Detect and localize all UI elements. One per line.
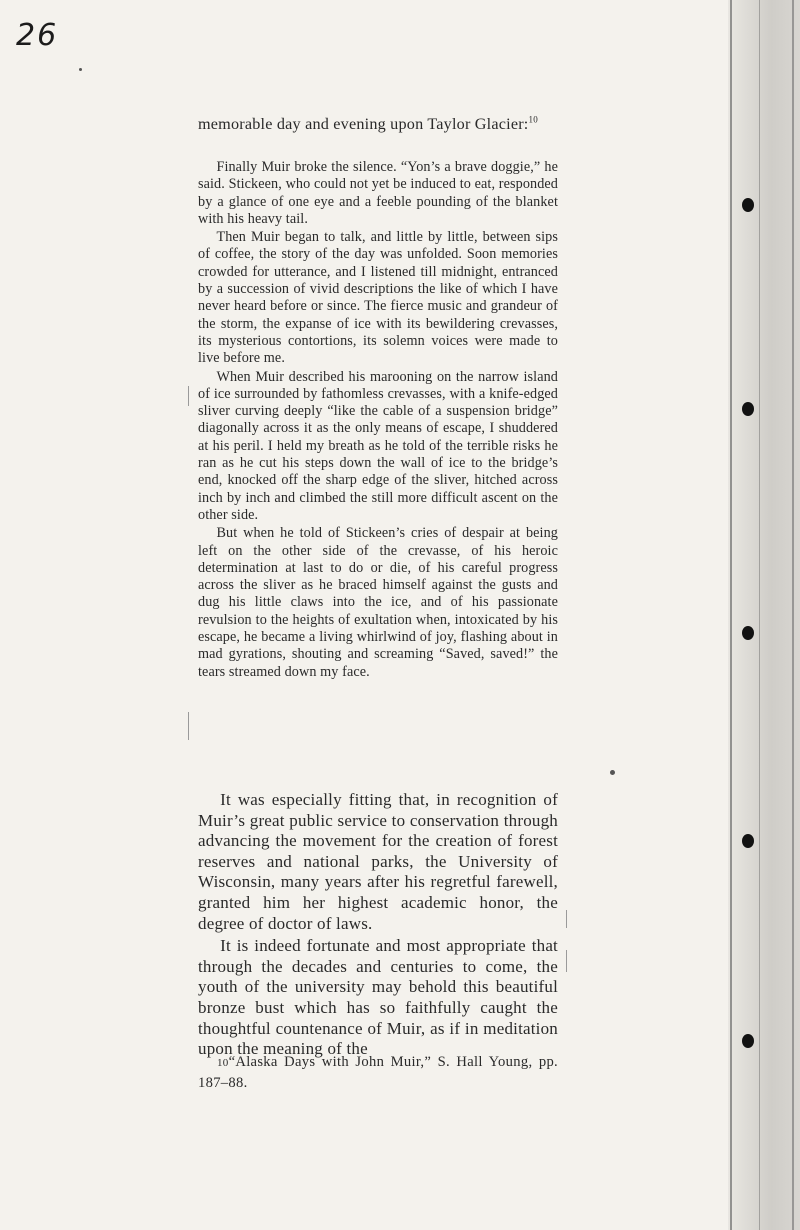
lead-sentence: memorable day and evening upon Taylor Glacier:	[198, 115, 529, 133]
scan-edge-strip	[728, 0, 800, 1230]
note-reference: 10	[528, 114, 538, 125]
footnote-number: 10	[216, 1057, 229, 1069]
binder-hole-icon	[742, 626, 754, 640]
quoted-passage	[198, 159, 558, 681]
body-paragraph: It is indeed fortunate and most appropriate that through the decades and centuries to come, the youth of the university may behold this beautiful bronze bust which has so faithfully caught the thoughtful countenance of Muir, as if in meditation upon the meaning of the	[198, 936, 558, 1059]
margin-mark	[188, 386, 189, 406]
scan-speck	[79, 68, 82, 71]
scan-speck	[610, 770, 615, 775]
binder-hole-icon	[742, 198, 754, 212]
binder-hole-icon	[742, 1034, 754, 1048]
quote-paragraph: When Muir described his marooning on the narrow island of ice surrounded by fathomless crevasses, with a knife-edged sliver curving deeply “like the cable of a suspension bridge” diagonally across it as the only means of escape, I shuddered at his peril. I held my breath as he told of the terrible risks he ran as he cut his steps down the wall of ice to the bridge’s end, knocked off the sharp edge of the sliver, hitched across inch by inch and climbed the still more difficult ascent on the other side.	[198, 368, 558, 523]
lead-text	[198, 114, 558, 135]
margin-mark	[566, 950, 567, 972]
footnote-text: “Alaska Days with John Muir,” S. Hall Young, pp. 187–88.	[198, 1054, 558, 1091]
binder-hole-icon	[742, 402, 754, 416]
quote-paragraph: Finally Muir broke the silence. “Yon’s a brave doggie,” he said. Stickeen, who could not yet be induced to eat, responded by a glance of one eye and a feeble pounding of the blanket with his heavy tail.	[198, 159, 558, 227]
scan-edge-line	[730, 0, 732, 1230]
margin-mark	[566, 910, 567, 928]
binder-hole-icon	[742, 834, 754, 848]
scan-edge-line	[759, 0, 760, 1230]
quote-paragraph: But when he told of Stickeen’s cries of despair at being left on the other side of the crevasse, of his heroic determination at last to do or die, of his careful progress across the sliver as he braced himself against the gusts and dug his little claws into the ice, and of his passionate revulsion to the heights of exultation when, intoxicated by his escape, he became a living whirlwind of joy, flashing about in mad gyrations, shouting and screaming “Saved, saved!” the tears streamed down my face.	[198, 525, 558, 680]
footnote	[198, 1052, 558, 1093]
body-paragraph: It was especially fitting that, in recognition of Muir’s great public service to conservation through advancing the movement for the creation of forest reserves and national parks, the University of Wisconsin, many years after his regretful farewell, granted him her highest academic honor, the degree of doctor of laws.	[198, 790, 558, 933]
margin-mark	[188, 712, 189, 740]
body-text	[198, 790, 558, 1060]
quote-paragraph: Then Muir began to talk, and little by little, between sips of coffee, the story of the day was unfolded. Soon memories crowded for utterance, and I listened till midnight, entranced by a succession of vivid descriptions the like of which I have never heard before or since. The fierce music and grandeur of the storm, the expanse of ice with its bewildering crevasses, its mysterious contortions, its solemn voices were made to live before me.	[198, 229, 558, 367]
scan-edge-line	[792, 0, 794, 1230]
page-number: 26	[16, 18, 59, 53]
